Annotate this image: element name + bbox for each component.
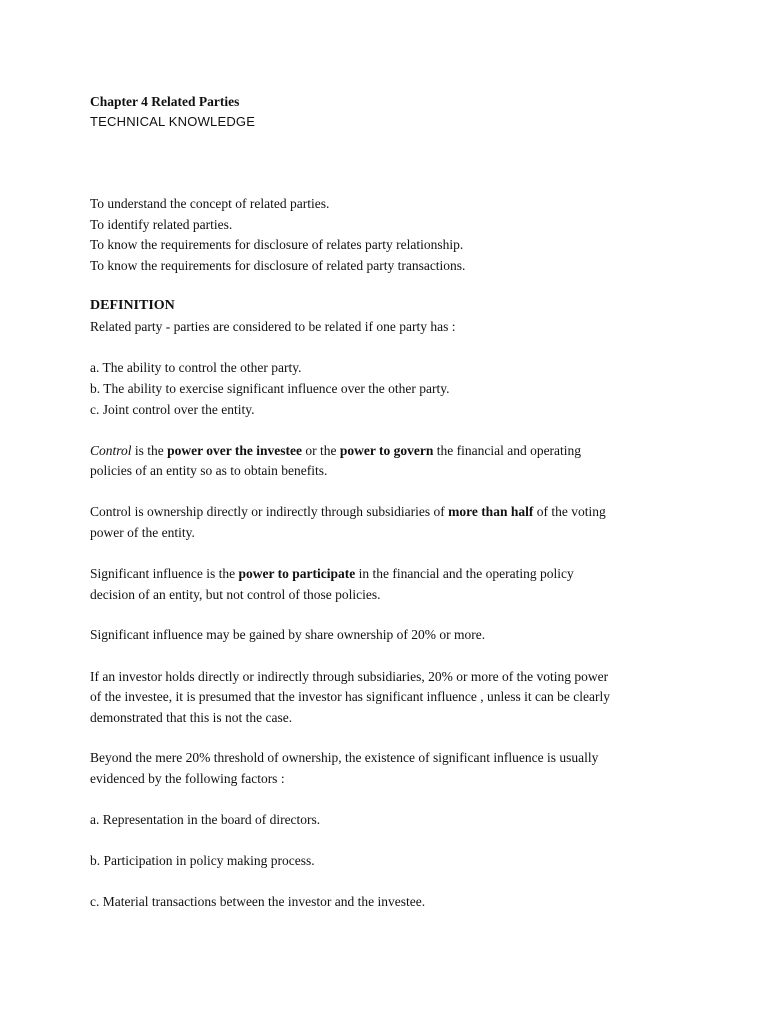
objective-item: To identify related parties.	[90, 217, 233, 232]
influence-line: Significant influence is the power to participate in the financial and the operating policy	[90, 566, 574, 581]
factor-item: c. Material transactions between the investor and the investee.	[90, 894, 426, 909]
ownership-line: Control is ownership directly or indirectly through subsidiaries of more than half of the voting	[90, 504, 606, 519]
factor-item: b. Participation in policy making process.	[90, 853, 315, 868]
control-definition-line: policies of an entity so as to obtain benefits.	[90, 463, 328, 478]
definition-item: c. Joint control over the entity.	[90, 402, 255, 417]
share-ownership-paragraph: Significant influence may be gained by share ownership of 20% or more.	[90, 627, 486, 642]
definition-item: b. The ability to exercise significant influence over the other party.	[90, 381, 450, 396]
beyond-paragraph-line: Beyond the mere 20% threshold of ownership, the existence of significant influence is usually	[90, 750, 599, 765]
control-term: Control	[90, 443, 132, 458]
influence-line: decision of an entity, but not control of those policies.	[90, 587, 381, 602]
definition-intro: Related party - parties are considered to be related if one party has :	[90, 319, 456, 334]
investor-paragraph-line: of the investee, it is presumed that the investor has significant influence , unless it can be clearly	[90, 689, 610, 704]
objective-item: To understand the concept of related parties.	[90, 196, 330, 211]
control-definition-line: Control is the power over the investee or the power to govern the financial and operating	[90, 443, 582, 458]
chapter-title: Chapter 4 Related Parties	[90, 94, 240, 109]
control-bold-term: power over the investee	[167, 443, 302, 458]
control-bold-term: power to govern	[339, 443, 434, 458]
chapter-subtitle: TECHNICAL KNOWLEDGE	[90, 114, 256, 129]
definition-heading: DEFINITION	[90, 298, 175, 313]
factor-item: a. Representation in the board of directors.	[90, 812, 321, 827]
investor-paragraph-line: If an investor holds directly or indirectly through subsidiaries, 20% or more of the voting power	[90, 669, 609, 684]
definition-item: a. The ability to control the other party.	[90, 360, 302, 375]
beyond-paragraph-line: evidenced by the following factors :	[90, 771, 285, 786]
objective-item: To know the requirements for disclosure of related party transactions.	[90, 258, 466, 273]
objective-item: To know the requirements for disclosure of relates party relationship.	[90, 237, 464, 252]
ownership-bold-term: more than half	[448, 504, 534, 519]
influence-bold-term: power to participate	[238, 566, 356, 581]
investor-paragraph-line: demonstrated that this is not the case.	[90, 710, 293, 725]
ownership-line: power of the entity.	[90, 525, 195, 540]
